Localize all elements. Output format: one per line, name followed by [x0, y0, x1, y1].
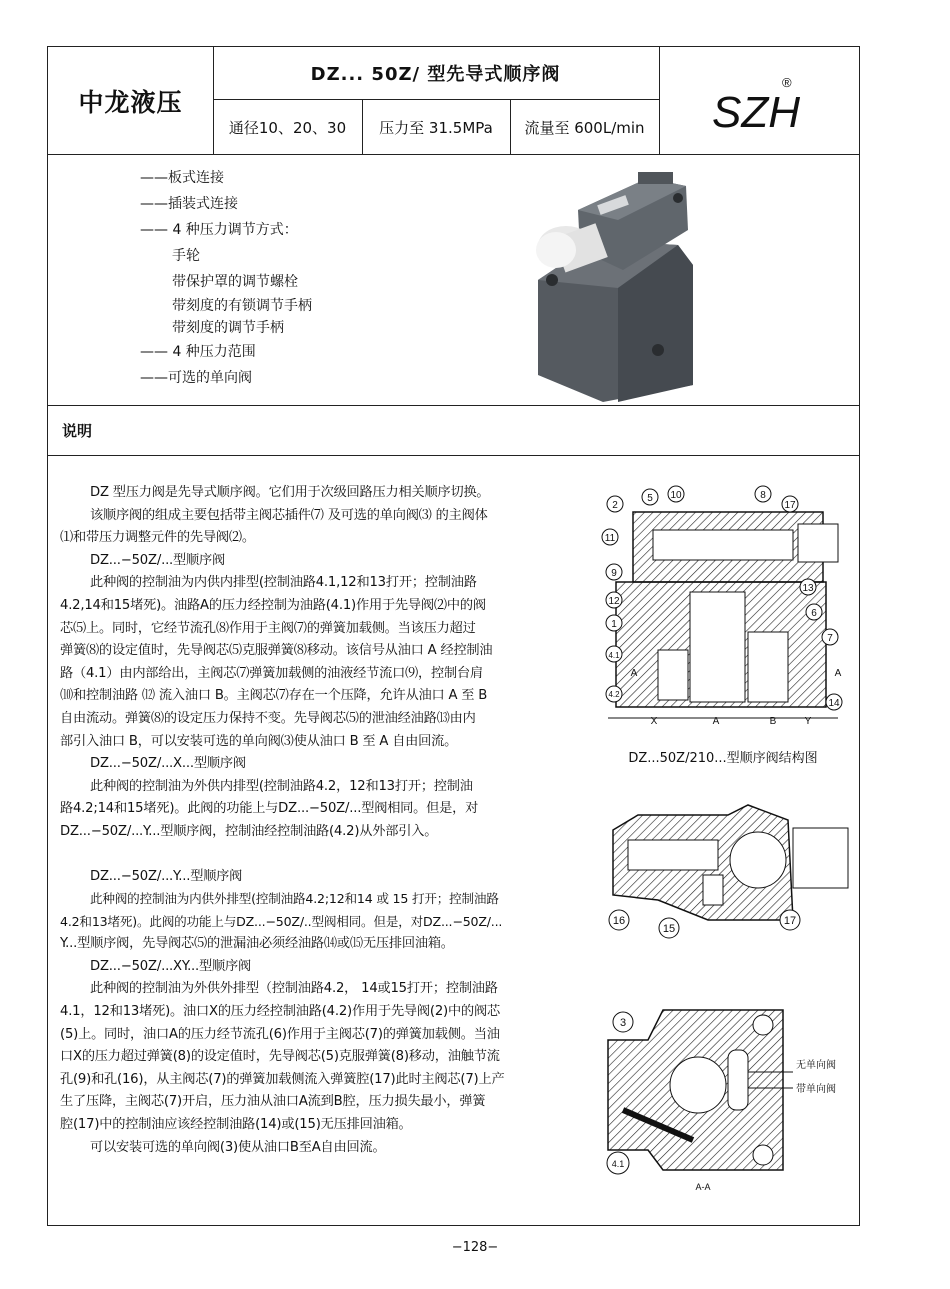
- callout-label: 7: [827, 633, 833, 644]
- port-label: A: [834, 668, 842, 679]
- callout-label: 2: [612, 500, 618, 511]
- paragraph: 该顺序阀的组成主要包括带主阀芯插件⑺ 及可选的单向阀⑶ 的主阀体: [90, 507, 488, 523]
- figure-caption: DZ...50Z/210...型顺序阀结构图: [628, 751, 818, 766]
- feature-item: 带刻度的调节手柄: [172, 320, 284, 336]
- paragraph: 此种阀的控制油为内供内排型(控制油路4.1,12和13打开；控制油路: [90, 575, 477, 591]
- callout-label: 11: [604, 533, 616, 544]
- section-label: A-A: [695, 1182, 711, 1192]
- subheading: DZ...−50Z/...型顺序阀: [90, 552, 225, 568]
- spec-diameter: 通径10、20、30: [228, 118, 347, 137]
- section-bottom-line: [47, 455, 860, 456]
- port-label: X: [650, 716, 658, 727]
- callout-label: 9: [611, 568, 617, 579]
- feature-item: —— 4 种压力范围: [140, 344, 256, 360]
- paragraph: ⑽和控制油路 ⑿ 流入油口 B。主阀芯⑺存在一个压降，允许从油口 A 至 B: [60, 688, 488, 704]
- paragraph: 路（4.1）由内部给出，主阀芯⑺弹簧加载侧的油液经节流口⑼，控制台肩: [60, 665, 483, 681]
- paragraph: 口X的压力超过弹簧(8)的设定值时，先导阀芯(5)克服弹簧(8)移动，油触节流: [60, 1049, 500, 1065]
- paragraph: ⑴和带压力调整元件的先导阀⑵。: [60, 530, 255, 546]
- header-bottom-line: [47, 154, 860, 155]
- paragraph: 腔(17)中的控制油应该经控制油路(14)或(15)无压排回油箱。: [60, 1117, 412, 1133]
- callout-label: 10: [670, 490, 682, 501]
- feature-item: ——插装式连接: [140, 196, 238, 212]
- callout-label: 16: [612, 915, 626, 927]
- paragraph: DZ...−50Z/...Y...型顺序阀，控制油经控制油路(4.2)从外部引入。: [60, 823, 438, 839]
- feature-item: 带保护罩的调节螺栓: [172, 274, 298, 290]
- feature-item: 手轮: [172, 248, 200, 264]
- paragraph: DZ 型压力阀是先导式顺序阀。它们用于次级回路压力相关顺序切换。: [90, 485, 490, 500]
- subheading: DZ...−50Z/...Y...型顺序阀: [90, 868, 243, 884]
- feature-item: ——板式连接: [140, 170, 224, 186]
- feature-item: 带刻度的有锁调节手柄: [172, 298, 312, 314]
- callout-label: 13: [802, 583, 814, 594]
- paragraph: 此种阀的控制油为外供外排型（控制油路4.2， 14或15打开；控制油路: [90, 981, 498, 997]
- logo-text: SZH: [712, 88, 800, 137]
- paragraph: 自由流动。弹簧⑻的设定压力保持不变。先导阀芯⑸的泄油经油路⒀由内: [60, 710, 476, 726]
- paragraph: 路4.2;14和15堵死)。此阀的功能上与DZ...−50Z/...型阀相同。但是，对: [60, 801, 479, 817]
- callout-label: 4.1: [611, 1159, 625, 1169]
- paragraph: 部引入油口 B，可以安装可选的单向阀⑶使从油口 B 至 A 自由回流。: [60, 733, 458, 749]
- brand-logo: [660, 47, 859, 154]
- callout-label: 17: [784, 500, 796, 511]
- blank-line: [60, 844, 590, 866]
- features-bottom-line: [47, 405, 860, 406]
- port-label: A: [630, 668, 638, 679]
- port-label: A: [712, 716, 720, 727]
- paragraph: 4.1，12和13堵死)。油口X的压力经控制油路(4.2)作用于先导阀(2)中的阀芯: [60, 1004, 500, 1020]
- callout-label: 5: [647, 493, 653, 504]
- paragraph: 此种阀的控制油为内供外排型(控制油路4.2;12和14 或 15 打开；控制油路: [90, 891, 499, 907]
- section-figure: [598, 1000, 853, 1195]
- paragraph: 4.2和13堵死)。此阀的功能上与DZ...−50Z/..型阀相同。但是，对DZ...−50Z/...: [60, 913, 503, 929]
- subheading: DZ...−50Z/...XY...型顺序阀: [90, 958, 251, 974]
- detail-figure: [598, 800, 853, 940]
- callout-label: 8: [760, 490, 766, 501]
- note-no-check-valve: 无单向阀: [796, 1060, 836, 1071]
- callout-label: 3: [619, 1017, 627, 1029]
- callout-label: 17: [783, 915, 797, 927]
- subheading: DZ...−50Z/...X...型顺序阀: [90, 756, 246, 772]
- section-title: 说明: [62, 422, 93, 440]
- feature-list: [140, 165, 312, 391]
- callout-label: 12: [608, 596, 620, 607]
- callout-label: 6: [811, 608, 817, 619]
- company-name: 中龙液压: [78, 87, 183, 117]
- port-label: B: [769, 716, 777, 727]
- logo-registered: ®: [782, 75, 792, 90]
- feature-item: —— 4 种压力调节方式：: [140, 222, 298, 238]
- paragraph: 孔(9)和孔(16)，从主阀芯(7)的弹簧加载侧流入弹簧腔(17)此时主阀芯(7)上产: [60, 1071, 505, 1087]
- description-body: [60, 482, 590, 1159]
- paragraph: 芯⑸上。同时，它经节流孔⑻作用于主阀⑺的弹簧加载侧。当该压力超过: [60, 620, 476, 636]
- port-label: Y: [804, 716, 812, 727]
- paragraph: 4.2,14和15堵死)。油路A的压力经控制为油路(4.1)作用于先导阀⑵中的阀: [60, 597, 486, 613]
- feature-item: ——可选的单向阀: [140, 370, 252, 386]
- paragraph: 此种阀的控制油为外供内排型(控制油路4.2，12和13打开；控制油: [90, 778, 473, 794]
- callout-label: 4.2: [608, 690, 620, 699]
- note-with-check-valve: 带单向阀: [796, 1084, 836, 1095]
- callout-label: 14: [828, 698, 840, 709]
- product-photo: [528, 170, 713, 402]
- page-number: −128−: [451, 1240, 499, 1255]
- structure-figure: [598, 482, 853, 727]
- paragraph: (5)上。同时，油口A的压力经节流孔(6)作用于主阀芯(7)的弹簧加载侧。当油: [60, 1026, 500, 1042]
- paragraph: Y...型顺序阀，先导阀芯⑸的泄漏油必须经油路⒁或⒂无压排回油箱。: [60, 936, 454, 952]
- paragraph: 弹簧⑻的设定值时，先导阀芯⑸克服弹簧⑻移动。该信号从油口 A 经控制油: [60, 643, 493, 659]
- spec-flow: 流量至 600L/min: [524, 118, 645, 137]
- spec-pressure: 压力至 31.5MPa: [379, 118, 493, 137]
- paragraph: 可以安装可选的单向阀(3)使从油口B至A自由回流。: [90, 1139, 386, 1155]
- product-title: DZ... 50Z/ 型先导式顺序阀: [310, 64, 561, 85]
- callout-label: 4.1: [608, 651, 620, 660]
- paragraph: 生了压降，主阀芯(7)开启，压力油从油口A流到B腔，压力损失最小，弹簧: [60, 1094, 486, 1110]
- callout-label: 1: [611, 619, 617, 630]
- callout-label: 15: [662, 923, 676, 935]
